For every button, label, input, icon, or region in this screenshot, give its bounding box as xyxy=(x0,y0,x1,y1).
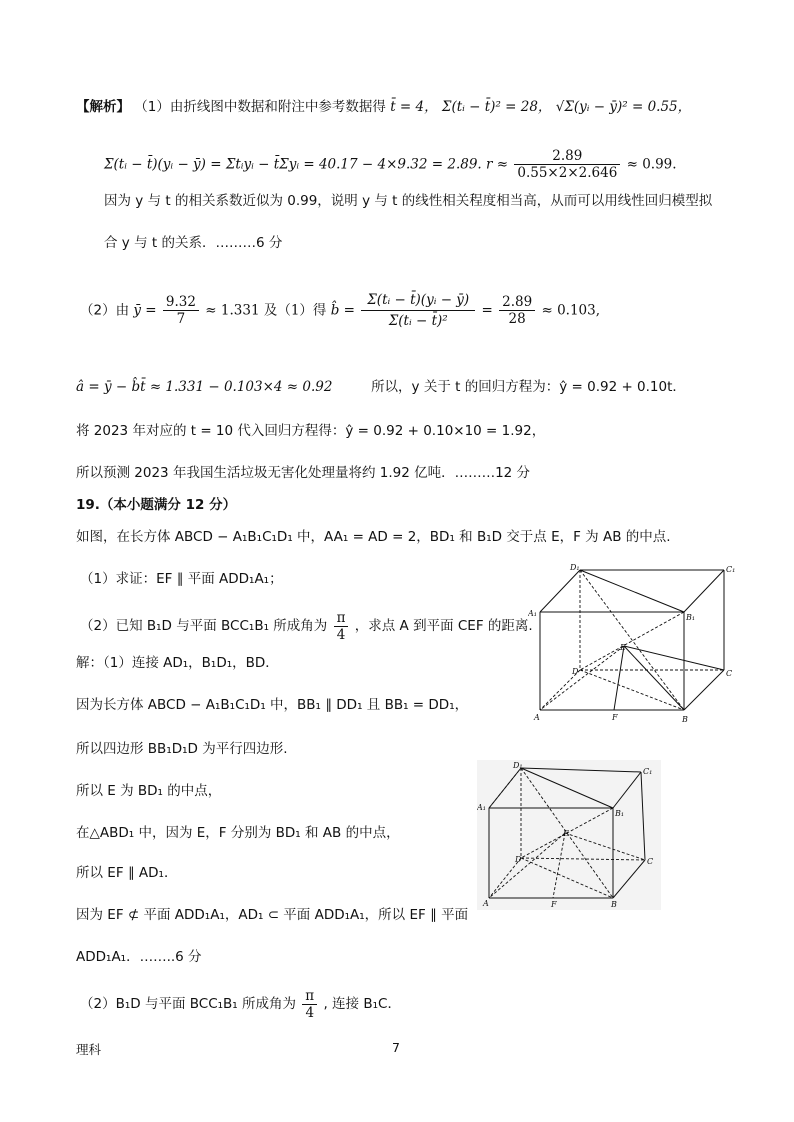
fig2-label-F: F xyxy=(551,900,557,909)
analysis-line-7: 将 2023 年对应的 t = 10 代入回归方程得：ŷ = 0.92 + 0.10×10 = 1.92， xyxy=(76,423,546,439)
analysis-line-1 xyxy=(76,96,691,118)
b-hat-numerator: Σ(tᵢ − t̄)(yᵢ − ȳ) xyxy=(361,290,475,311)
b-value-denominator: 28 xyxy=(508,311,526,327)
solution-line-3: 所以四边形 BB₁D₁D 为平行四边形. xyxy=(76,741,288,757)
label-B: B xyxy=(682,715,688,724)
fig2-label-A1: A₁ xyxy=(477,803,486,812)
sol-part2-text-a: （2）B₁D 与平面 BCC₁B₁ 所成角为 xyxy=(80,996,296,1012)
b-hat-denominator: Σ(tᵢ − t̄)² xyxy=(388,313,448,329)
footer-subject: 理科 xyxy=(76,1042,102,1057)
solution-line-8: ADD₁A₁．……..6 分 xyxy=(76,949,202,965)
ybar-approx: ≈ 1.331 及（1）得 xyxy=(205,302,327,319)
b-hat-fraction xyxy=(361,290,475,331)
fig2-label-D1: D₁ xyxy=(513,761,523,770)
pi-over-4-fraction xyxy=(334,610,349,643)
analysis-line-5 xyxy=(80,290,600,331)
analysis-line-8: 所以预测 2023 年我国生活垃圾无害化处理量将约 1.92 亿吨．………12 分 xyxy=(76,465,531,481)
sqrt-sum-square-y: √Σ(yᵢ − ȳ)² = 0.55， xyxy=(555,99,692,115)
label-D: D xyxy=(572,667,579,676)
part2-text-a: （2）已知 B₁D 与平面 BCC₁B₁ 所成角为 xyxy=(80,618,328,634)
part2-text-b: ，求点 A 到平面 CEF 的距离. xyxy=(354,618,533,634)
pi-numerator: π xyxy=(334,610,349,627)
r-value: ≈ 0.99. xyxy=(626,156,677,173)
r-denominator: 0.55×2×2.646 xyxy=(517,165,618,181)
b-hat-value: ≈ 0.103, xyxy=(541,302,601,319)
solution-line-7: 因为 EF ⊄ 平面 ADD₁A₁，AD₁ ⊂ 平面 ADD₁A₁，所以 EF ∥ 平面 xyxy=(76,907,469,923)
label-E: E xyxy=(620,643,626,652)
analysis-tag: 【解析】 xyxy=(76,99,130,115)
sol-four-denominator: 4 xyxy=(305,1004,315,1021)
label-A1: A₁ xyxy=(528,609,537,618)
solution-line-2: 因为长方体 ABCD − A₁B₁C₁D₁ 中，BB₁ ∥ DD₁ 且 BB₁ = DD₁， xyxy=(76,697,469,713)
ybar-denominator: 7 xyxy=(176,311,186,327)
analysis-line-6 xyxy=(76,376,686,398)
fig2-label-A: A xyxy=(483,899,489,908)
solution-line-9 xyxy=(80,984,401,1024)
sol-pi-over-4-fraction xyxy=(302,988,317,1021)
question-19-title: 19.（本小题满分 12 分） xyxy=(76,497,237,513)
analysis-line-3: 因为 y 与 t 的相关系数近似为 0.99，说明 y 与 t 的线性相关程度相当高，从而可以用线性回归模型拟 xyxy=(104,193,713,209)
question-19-part1: （1）求证：EF ∥ 平面 ADD₁A₁； xyxy=(80,571,283,587)
sum-square-t: Σ(tᵢ − t̄)² = 28， xyxy=(441,99,552,115)
sol-part2-text-b: , 连接 B₁C． xyxy=(323,996,401,1012)
fig2-label-B: B xyxy=(611,900,617,909)
analysis-text: （1）由折线图中数据和附注中参考数据得 xyxy=(134,99,386,115)
fig2-label-C1: C₁ xyxy=(643,767,653,776)
page-number: 7 xyxy=(392,1040,400,1055)
regression-equation: 所以，y 关于 t 的回归方程为：ŷ = 0.92 + 0.10t． xyxy=(371,379,686,395)
cuboid-figure-1 xyxy=(528,560,738,730)
analysis-line-4: 合 y 与 t 的关系．………6 分 xyxy=(104,235,283,251)
question-19-stem: 如图，在长方体 ABCD − A₁B₁C₁D₁ 中，AA₁ = AD = 2，BD₁ 和 B₁D 交于点 E，F 为 AB 的中点. xyxy=(76,529,671,545)
solution-line-5: 在△ABD₁ 中，因为 E，F 分别为 BD₁ 和 AB 的中点， xyxy=(76,825,400,841)
label-A: A xyxy=(534,713,540,722)
b-hat-label: b̂ = xyxy=(330,302,355,319)
r-fraction xyxy=(514,148,620,181)
t-bar-value: t̄ = 4， xyxy=(390,99,438,115)
b-value-fraction xyxy=(499,294,535,327)
fig2-label-E: E xyxy=(563,829,569,838)
solution-line-4: 所以 E 为 BD₁ 的中点， xyxy=(76,783,222,799)
fig2-label-C: C xyxy=(647,857,654,866)
part2-lead: （2）由 xyxy=(80,302,130,319)
r-symbol: r ≈ xyxy=(486,156,509,173)
label-C1: C₁ xyxy=(726,565,736,574)
y-bar-label: ȳ = xyxy=(133,302,157,319)
solution-line-1: 解：（1）连接 AD₁，B₁D₁，BD． xyxy=(76,655,279,671)
label-C: C xyxy=(726,669,733,678)
fig2-label-D: D xyxy=(515,855,522,864)
four-denominator: 4 xyxy=(336,626,346,643)
analysis-line-2 xyxy=(104,148,677,181)
covariance-sum: Σ(tᵢ − t̄)(yᵢ − ȳ) = Σtᵢyᵢ − t̄Σyᵢ = 40.17 − 4×9.32 = 2.89. xyxy=(104,156,482,173)
label-B1: B₁ xyxy=(686,613,696,622)
fig2-label-B1: B₁ xyxy=(615,809,625,818)
label-D1: D₁ xyxy=(570,563,580,572)
sol-pi-numerator: π xyxy=(302,988,317,1005)
ybar-numerator: 9.32 xyxy=(163,294,199,311)
equals-sign: = xyxy=(481,302,493,319)
b-value-numerator: 2.89 xyxy=(499,294,535,311)
a-hat-formula: â = ȳ − b̂t̄ ≈ 1.331 − 0.103×4 ≈ 0.92 xyxy=(76,379,333,395)
r-numerator: 2.89 xyxy=(514,148,620,165)
solution-line-6: 所以 EF ∥ AD₁． xyxy=(76,865,178,881)
question-19-part2 xyxy=(80,606,533,646)
ybar-fraction xyxy=(163,294,199,327)
cuboid-figure-2 xyxy=(477,760,661,910)
label-F: F xyxy=(612,713,618,722)
